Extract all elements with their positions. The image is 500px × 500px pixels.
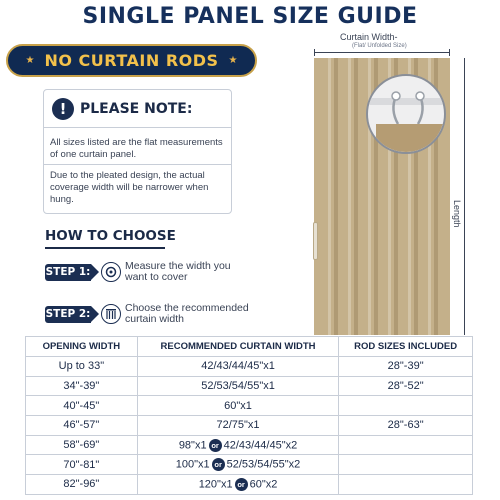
curtain-width-label: Curtain Width- <box>340 32 398 42</box>
rod-cell <box>339 455 473 475</box>
size-table <box>25 336 473 495</box>
curtain-width-sub: (Flat/ Unfolded Size) <box>352 43 407 49</box>
table-row <box>26 396 473 416</box>
rod-cell: 28"-63" <box>339 416 473 436</box>
col-rod-sizes: ROD SIZES INCLUDED <box>339 337 473 357</box>
opening-cell: 34"-39" <box>26 376 138 396</box>
rod-cell <box>339 435 473 455</box>
curtain-icon <box>101 304 121 324</box>
or-badge: or <box>235 478 248 491</box>
step-tag: STEP 1: <box>45 264 91 281</box>
recommended-cell: 98"x1 or 42/43/44/45"x2 <box>137 435 339 455</box>
note-text-2: Due to the pleated design, the actual coverage width will be narrower when hung. <box>50 170 209 205</box>
measuring-tape-icon <box>101 262 121 282</box>
step-1 <box>45 261 255 283</box>
or-badge: or <box>212 458 225 471</box>
col-opening-width: OPENING WIDTH <box>26 337 138 357</box>
note-text-1: All sizes listed are the flat measurements of one curtain panel. <box>50 137 223 160</box>
note-divider <box>44 164 231 165</box>
length-dimension-line <box>464 58 465 335</box>
recommended-cell: 52/53/54/55"x1 <box>137 376 339 396</box>
recommended-cell: 72/75"x1 <box>137 416 339 436</box>
note-header <box>52 98 192 120</box>
step-text: Measure the width you want to cover <box>125 260 231 283</box>
note-heading: PLEASE NOTE: <box>80 101 193 117</box>
table-row <box>26 376 473 396</box>
opening-cell: Up to 33" <box>26 357 138 377</box>
table-row <box>26 475 473 495</box>
opening-cell: 40"-45" <box>26 396 138 416</box>
no-curtain-rods-banner <box>6 44 257 77</box>
heading-underline <box>45 247 165 249</box>
hook-detail-image <box>366 74 446 154</box>
rod-cell: 28"-52" <box>339 376 473 396</box>
note-box <box>43 89 232 214</box>
table-row <box>26 357 473 377</box>
recommended-cell: 60"x1 <box>137 396 339 416</box>
recommended-cell: 120"x1 or 60"x2 <box>137 475 339 495</box>
table-row <box>26 416 473 436</box>
step-text: Choose the recommended curtain width <box>125 302 249 325</box>
length-label: Length <box>452 200 462 228</box>
table-row <box>26 455 473 475</box>
star-icon: ★ <box>228 55 238 66</box>
opening-cell: 58"-69" <box>26 435 138 455</box>
rod-cell <box>339 396 473 416</box>
recommended-cell: 42/43/44/45"x1 <box>137 357 339 377</box>
step-2 <box>45 303 255 325</box>
rod-cell: 28"-39" <box>339 357 473 377</box>
opening-cell: 70"-81" <box>26 455 138 475</box>
exclamation-icon: ! <box>52 98 74 120</box>
page-title: SINGLE PANEL SIZE GUIDE <box>82 4 418 29</box>
or-badge: or <box>209 439 222 452</box>
rod-cell <box>339 475 473 495</box>
how-to-choose-heading: HOW TO CHOOSE <box>45 228 176 244</box>
col-recommended-width: RECOMMENDED CURTAIN WIDTH <box>137 337 339 357</box>
step-tag: STEP 2: <box>45 306 91 323</box>
recommended-cell: 100"x1 or 52/53/54/55"x2 <box>137 455 339 475</box>
table-row <box>26 435 473 455</box>
table-header-row <box>26 337 473 357</box>
star-icon: ★ <box>25 55 35 66</box>
opening-cell: 46"-57" <box>26 416 138 436</box>
banner-text: NO CURTAIN RODS <box>44 51 219 70</box>
width-dimension-line <box>314 52 450 53</box>
curtain-tieback <box>313 222 318 260</box>
opening-cell: 82"-96" <box>26 475 138 495</box>
note-divider <box>44 127 231 128</box>
